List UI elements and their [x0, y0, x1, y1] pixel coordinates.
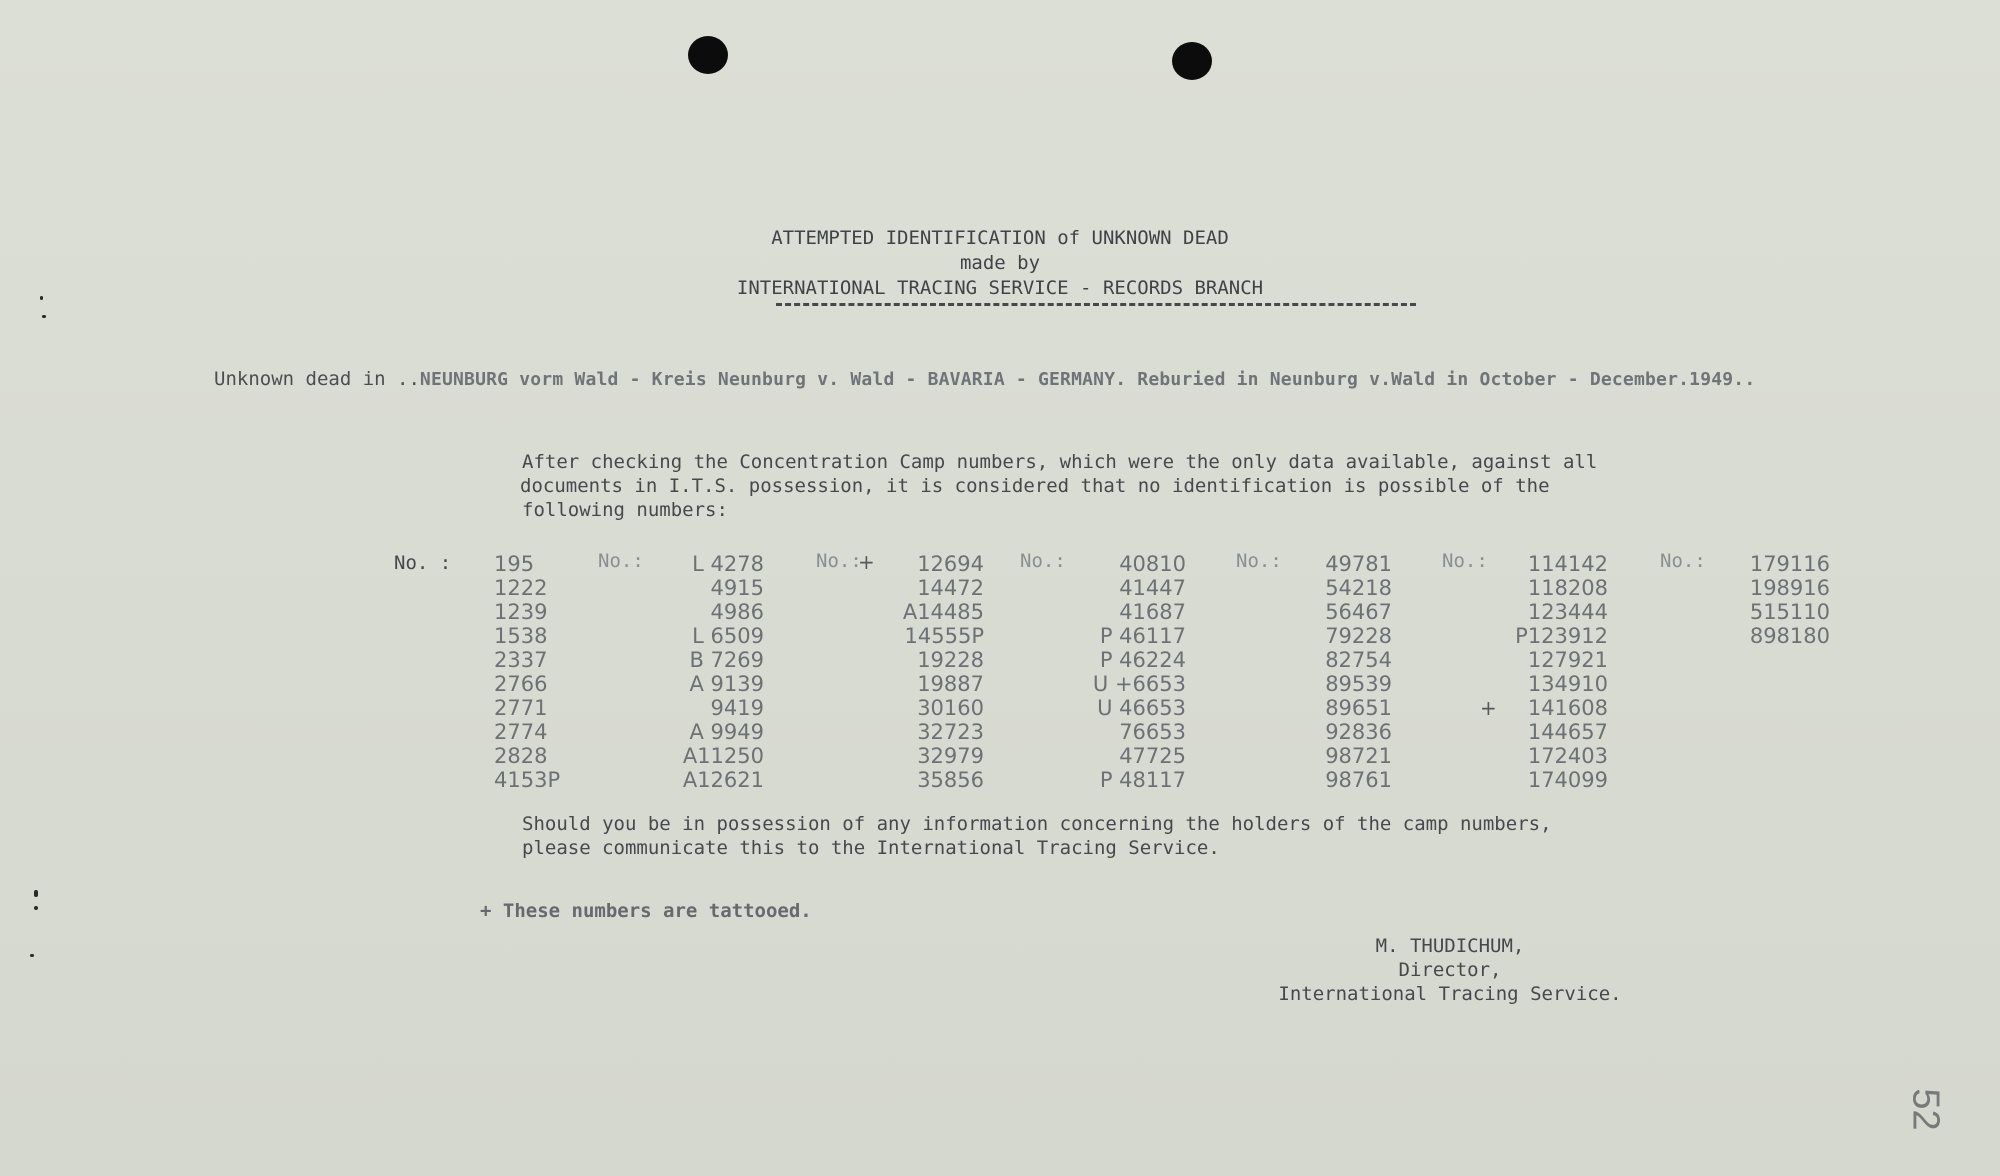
camp-number: 1538 [494, 624, 548, 648]
camp-number: 56467 [1325, 600, 1392, 624]
camp-number: 134910 [1527, 672, 1608, 696]
header-title: ATTEMPTED IDENTIFICATION of UNKNOWN DEAD [771, 227, 1229, 249]
camp-number: 2337 [494, 648, 548, 672]
camp-number: 144657 [1527, 720, 1608, 744]
camp-number: 14472 [917, 576, 984, 600]
margin-mark [30, 954, 34, 957]
camp-number: 41687 [1119, 600, 1186, 624]
camp-number: 82754 [1325, 648, 1392, 672]
camp-number: 89539 [1325, 672, 1392, 696]
camp-number: 98721 [1325, 744, 1392, 768]
camp-number: A11250 [682, 744, 764, 768]
punch-hole-left [688, 36, 728, 74]
column-label: No.: [1236, 550, 1282, 572]
camp-number: 2828 [494, 744, 548, 768]
camp-number: A12621 [682, 768, 764, 792]
margin-mark [42, 315, 46, 318]
camp-number: 2771 [494, 696, 548, 720]
camp-number: 515110 [1749, 600, 1830, 624]
camp-number: 19228 [917, 648, 984, 672]
signatory-title: Director, [1398, 959, 1502, 981]
camp-number: 49781 [1325, 552, 1392, 576]
camp-number: 2766 [494, 672, 548, 696]
unknown-dead-line [214, 368, 2000, 390]
header-organization: INTERNATIONAL TRACING SERVICE - RECORDS BRANCH [736, 277, 1264, 299]
numbers-column-3 [874, 552, 984, 792]
column-label: No.: [1442, 550, 1488, 572]
camp-number: 1222 [494, 576, 548, 600]
tattoo-footnote: + These numbers are tattooed. [480, 900, 812, 922]
camp-number: 47725 [1119, 744, 1186, 768]
camp-number: 114142 [1527, 552, 1608, 576]
intro-line-3: following numbers: [522, 499, 728, 521]
signatory-organization: International Tracing Service. [1278, 983, 1622, 1005]
camp-number: 14555P [904, 624, 984, 648]
column-label: No.: [1020, 550, 1066, 572]
camp-number: 195 [494, 552, 535, 576]
tattoo-plus-marker: + [1480, 696, 1497, 720]
camp-number: 123444 [1527, 600, 1608, 624]
camp-number: P 46224 [1099, 648, 1186, 672]
unknown-dead-location: NEUNBURG vorm Wald - Kreis Neunburg v. Wald - BAVARIA - GERMANY. Reburied in Neunburg v.Wald in October - December.1949.. [419, 369, 1756, 390]
outro-line-2: please communicate this to the International Tracing Service. [522, 837, 1220, 859]
camp-number: U 46653 [1097, 696, 1186, 720]
signatory-name: M. THUDICHUM, [1375, 935, 1525, 957]
intro-paragraph [522, 450, 1822, 522]
camp-number: 76653 [1119, 720, 1186, 744]
camp-number: 4153P [494, 768, 561, 792]
outro-line-1: Should you be in possession of any information concerning the holders of the camp numbers, [522, 813, 1552, 835]
camp-number: L 4278 [692, 552, 764, 576]
camp-number: 32723 [917, 720, 984, 744]
camp-number: P123912 [1515, 624, 1608, 648]
numbers-column-6 [1490, 552, 1608, 792]
camp-number: 54218 [1325, 576, 1392, 600]
camp-number: 40810 [1119, 552, 1186, 576]
column-label: No.: [1660, 550, 1706, 572]
camp-number: 1239 [494, 600, 548, 624]
document-header [0, 226, 2000, 306]
punch-hole-right [1172, 42, 1212, 80]
camp-number: U +6653 [1092, 672, 1186, 696]
camp-number: P 48117 [1099, 768, 1186, 792]
numbers-column-7 [1730, 552, 1830, 648]
camp-number: 35856 [917, 768, 984, 792]
camp-number: 89651 [1325, 696, 1392, 720]
camp-number: 12694 [917, 552, 984, 576]
column-label: No.: [816, 550, 862, 572]
intro-line-1: After checking the Concentration Camp numbers, which were the only data available, against all [522, 451, 1598, 473]
header-divider [776, 303, 1416, 306]
camp-number: 174099 [1527, 768, 1608, 792]
camp-number: A 9139 [689, 672, 764, 696]
camp-number: 9419 [710, 696, 764, 720]
numbers-column-5 [1300, 552, 1392, 792]
camp-number: 898180 [1749, 624, 1830, 648]
camp-number: 98761 [1325, 768, 1392, 792]
camp-number: 172403 [1527, 744, 1608, 768]
camp-number: 118208 [1527, 576, 1608, 600]
camp-number: 127921 [1527, 648, 1608, 672]
camp-number: P 46117 [1099, 624, 1186, 648]
header-subtitle: made by [959, 252, 1041, 274]
camp-number: L 6509 [692, 624, 764, 648]
numbers-label: No. : [394, 552, 452, 574]
camp-number: 4986 [710, 600, 764, 624]
numbers-column-4 [1066, 552, 1186, 792]
camp-number: 32979 [917, 744, 984, 768]
margin-mark [34, 906, 38, 910]
camp-number: 79228 [1325, 624, 1392, 648]
numbers-column-2 [664, 552, 764, 792]
camp-number: 41447 [1119, 576, 1186, 600]
intro-line-2: documents in I.T.S. possession, it is considered that no identification is possible of the [520, 475, 1550, 497]
margin-mark [34, 890, 38, 897]
column-label: No.: [598, 550, 644, 572]
outro-paragraph [522, 812, 1822, 860]
camp-number: 92836 [1325, 720, 1392, 744]
camp-number: A 9949 [689, 720, 764, 744]
unknown-dead-label: Unknown dead in .. [214, 368, 420, 390]
camp-number: 4915 [710, 576, 764, 600]
camp-number: B 7269 [689, 648, 764, 672]
numbers-column-1 [494, 552, 560, 792]
camp-number: 141608 [1527, 696, 1608, 720]
camp-number: 19887 [917, 672, 984, 696]
camp-number: 198916 [1749, 576, 1830, 600]
camp-number: 30160 [917, 696, 984, 720]
page-number: 52 [1904, 1088, 1947, 1131]
tattoo-plus-header: + [858, 550, 875, 574]
camp-number: A14485 [902, 600, 984, 624]
signature-block [1250, 934, 1650, 1006]
camp-number: 2774 [494, 720, 548, 744]
camp-number: 179116 [1749, 552, 1830, 576]
